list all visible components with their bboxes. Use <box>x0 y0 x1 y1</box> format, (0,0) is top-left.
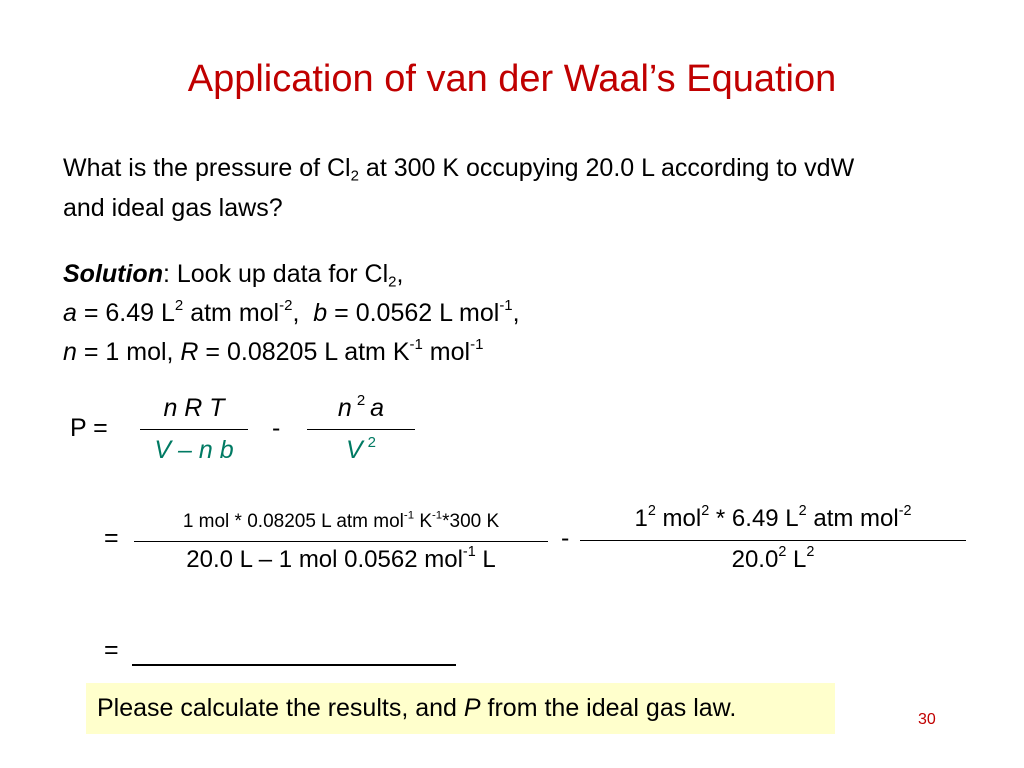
formula1-minus: - <box>272 414 281 442</box>
formula1-denominator-1: V – n b <box>154 436 234 464</box>
formula1-numerator-2: n $^2$ a <box>337 391 385 422</box>
fraction-bar <box>307 429 415 430</box>
slide-title: Application of van der Waal’s Equation <box>187 58 837 100</box>
solution-intro: Solution: Look up data for $Cl_2$, <box>63 260 404 291</box>
formula2-numerator-1: 1 mol * 0.08205 L atm mol$^{-1}$ $K^{-1}*300$ K <box>182 509 500 532</box>
instruction-note: Please calculate the results, and P from the ideal gas law. <box>86 683 835 734</box>
result-equals: = <box>104 636 119 664</box>
formula2-numerator-2: $1^2$ mol$^2$ * 6.49 $L^2$ atm mol$^{-2}$ <box>634 503 912 532</box>
question-line-1: What is the pressure of $Cl_2$ at 300 K occupying 20.0 L according to vdW <box>63 154 855 185</box>
question-line-2: and ideal gas laws? <box>63 194 283 222</box>
fraction-bar <box>580 540 966 541</box>
fraction-bar <box>140 429 248 430</box>
formula2-denominator-1: 20.0 L – 1 mol 0.0562 mol$^{-1}$ L <box>186 544 496 573</box>
constants-a-b: a = 6.49 $L^2$ atm mol$^{-2}$, b = 0.0562 L mol$^{-1}$, <box>63 296 520 327</box>
page-number: 30 <box>918 711 936 728</box>
solution-label: Solution <box>63 260 163 288</box>
fraction-bar <box>134 541 548 542</box>
constants-n-r: n = 1 mol, R = 0.08205 L atm $K^{-1}$ mol$^{-1}$ <box>63 335 484 366</box>
formula-lhs: P = <box>70 414 108 442</box>
formula2-equals: = <box>104 524 119 552</box>
formula1-denominator-2: V $^2$ <box>345 433 377 464</box>
formula1-numerator-1: n R T <box>163 394 225 422</box>
formula2-denominator-2: 20.0$^2$ $L^2$ <box>731 544 815 573</box>
formula2-minus: - <box>561 524 570 552</box>
result-blank-line <box>132 664 456 666</box>
